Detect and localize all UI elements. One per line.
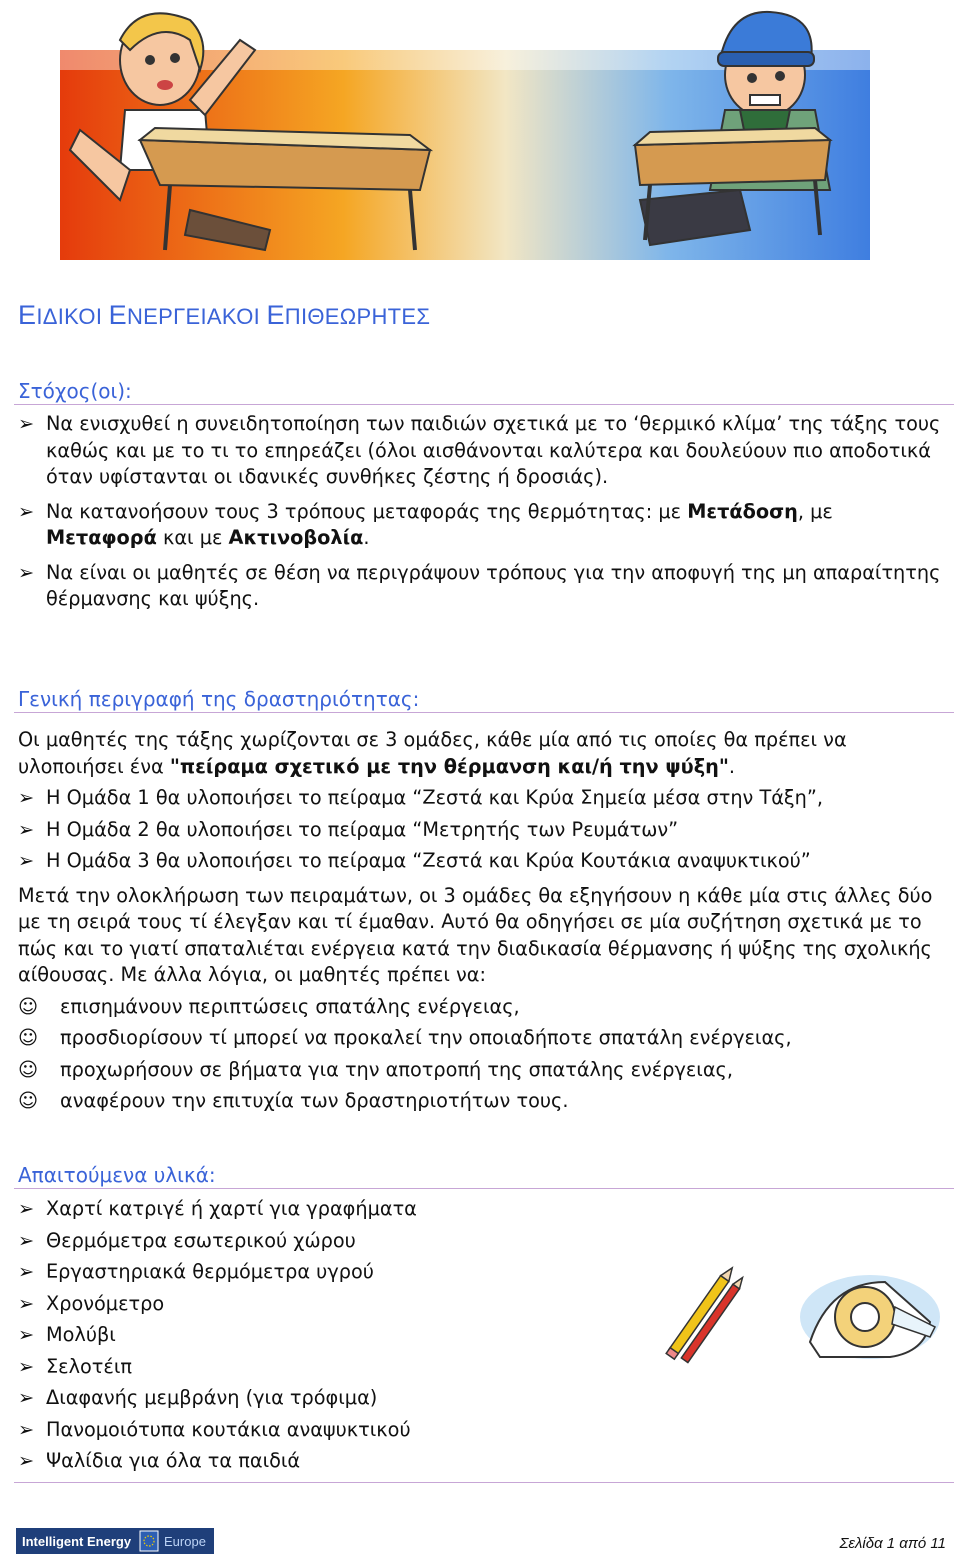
material-item: ➢ Θερμόμετρα εσωτερικού χώρου [18,1228,638,1255]
arrow-bullet-icon: ➢ [18,1228,35,1252]
arrow-bullet-icon: ➢ [18,786,35,809]
goals-list [18,411,948,613]
tape-dispenser-clipart [790,1262,950,1367]
intelligent-energy-europe-logo [16,1528,214,1554]
group-item: ➢ Η Ομάδα 1 θα υλοποιήσει το πείραμα “Ζεστά και Κρύα Σημεία μέσα στην Τάξη”, [18,785,948,812]
arrow-bullet-icon: ➢ [18,1291,35,1315]
smiley-item: ☺ προσδιορίσουν τί μπορεί να προκαλεί την οποιαδήποτε σπατάλη ενέργειας, [18,1025,948,1052]
pencils-clipart [655,1262,765,1372]
material-item: ➢ Πανομοιότυπα κουτάκια αναψυκτικού [18,1417,638,1444]
description-after: Μετά την ολοκλήρωση των πειραμάτων, οι 3 ομάδες θα εξηγήσουν η κάθε μία στις άλλες δύο με τη σειρά τους τί έλεγξαν και τί έμαθαν. Αυτό θα οδηγήσει σε μία συζήτηση σχετικά με το πώς και το γιατί σπαταλιέται ενέργεια κατά την διαδικασία θέρμανσης ή ψύξης της σχολικής αίθουσας. Με άλλα λόγια, οι μαθητές πρέπει να: [18,883,933,986]
goals-heading: Στόχος(οι): [18,379,132,403]
hot-cold-children-illustration [40,0,890,262]
smiley-icon: ☺ [18,994,39,1018]
goal-item: ➢ Να είναι οι μαθητές σε θέση να περιγράψουν τρόπους για την αποφυγή της μη απαραίτητης θέρμανσης και ψύξης. [18,560,941,610]
arrow-bullet-icon: ➢ [18,1386,35,1409]
smiley-item: ☺ επισημάνουν περιπτώσεις σπατάλης ενέργειας, [18,994,948,1021]
group-item: ➢ Η Ομάδα 2 θα υλοποιήσει το πείραμα “Μετρητής των Ρευμάτων” [18,817,948,844]
footer-divider [14,1482,954,1483]
page-title: ΕΙΔΙΚΟΙ ΕΝΕΡΓΕΙΑΚΟΙ ΕΠΙΘΕΩΡΗΤΕΣ [18,300,431,330]
description-heading: Γενική περιγραφή της δραστηριότητας: [18,687,420,711]
material-item: ➢ Μολύβι [18,1322,638,1349]
group-item: ➢ Η Ομάδα 3 θα υλοποιήσει το πείραμα “Ζεστά και Κρύα Κουτάκια αναψυκτικού” [18,848,948,875]
arrow-bullet-icon: ➢ [18,1260,35,1283]
arrow-bullet-icon: ➢ [18,412,35,435]
material-item: ➢ Διαφανής μεμβράνη (για τρόφιμα) [18,1385,638,1412]
arrow-bullet-icon: ➢ [18,1323,35,1346]
section-divider [14,404,954,405]
material-item: ➢ Χαρτί κατριγέ ή χαρτί για γραφήματα [18,1196,638,1223]
material-item: ➢ Σελοτέιπ [18,1354,638,1381]
goal-item: ➢ Να ενισχυθεί η συνειδητοποίηση των παιδιών σχετικά με το ‘θερμικό κλίμα’ της τάξης τους καθώς και με το τι το επηρεάζει (όλοι αισθάνονται καλύτερα και δουλεύουν πιο αποδοτικά όταν υφίστανται οι ιδανικές συνθήκες ζέστης ή δροσιάς). [18,412,941,488]
material-item: ➢ Ψαλίδια για όλα τα παιδιά [18,1448,638,1475]
smiley-item: ☺ αναφέρουν την επιτυχία των δραστηριοτήτων τους. [18,1088,948,1115]
smiley-icon: ☺ [18,1089,39,1112]
smiley-icon: ☺ [18,1026,39,1049]
materials-heading: Απαιτούμενα υλικά: [18,1163,216,1187]
arrow-bullet-icon: ➢ [18,1449,35,1472]
goal-item: ➢ Να κατανοήσουν τους 3 τρόπους μεταφοράς της θερμότητας: με Μετάδοση, με Μεταφορά και με Ακτινοβολία. [18,499,833,549]
description-body [18,727,948,1115]
material-item: ➢ Χρονόμετρο [18,1291,638,1318]
smiley-icon: ☺ [18,1057,39,1081]
section-divider [14,712,954,713]
arrow-bullet-icon: ➢ [18,499,35,523]
section-divider [14,1188,954,1189]
logo-text-left: Intelligent Energy [22,1534,132,1549]
smiley-item: ☺ προχωρήσουν σε βήματα για την αποτροπή της σπατάλης ενέργειας, [18,1057,948,1084]
arrow-bullet-icon: ➢ [18,560,35,584]
arrow-bullet-icon: ➢ [18,1197,35,1220]
arrow-bullet-icon: ➢ [18,849,35,872]
logo-text-right: Europe [164,1534,206,1549]
materials-list [18,1196,638,1475]
material-item: ➢ Εργαστηριακά θερμόμετρα υγρού [18,1259,638,1286]
page-number: Σελίδα 1 από 11 [839,1535,946,1552]
description-intro: Οι μαθητές της τάξης χωρίζονται σε 3 ομάδες, κάθε μία από τις οποίες θα πρέπει να υλοποιήσει ένα "πείραμα σχετικό με την θέρμανση και/ή την ψύξη". [18,728,847,778]
arrow-bullet-icon: ➢ [18,817,35,841]
arrow-bullet-icon: ➢ [18,1417,35,1441]
arrow-bullet-icon: ➢ [18,1354,35,1378]
